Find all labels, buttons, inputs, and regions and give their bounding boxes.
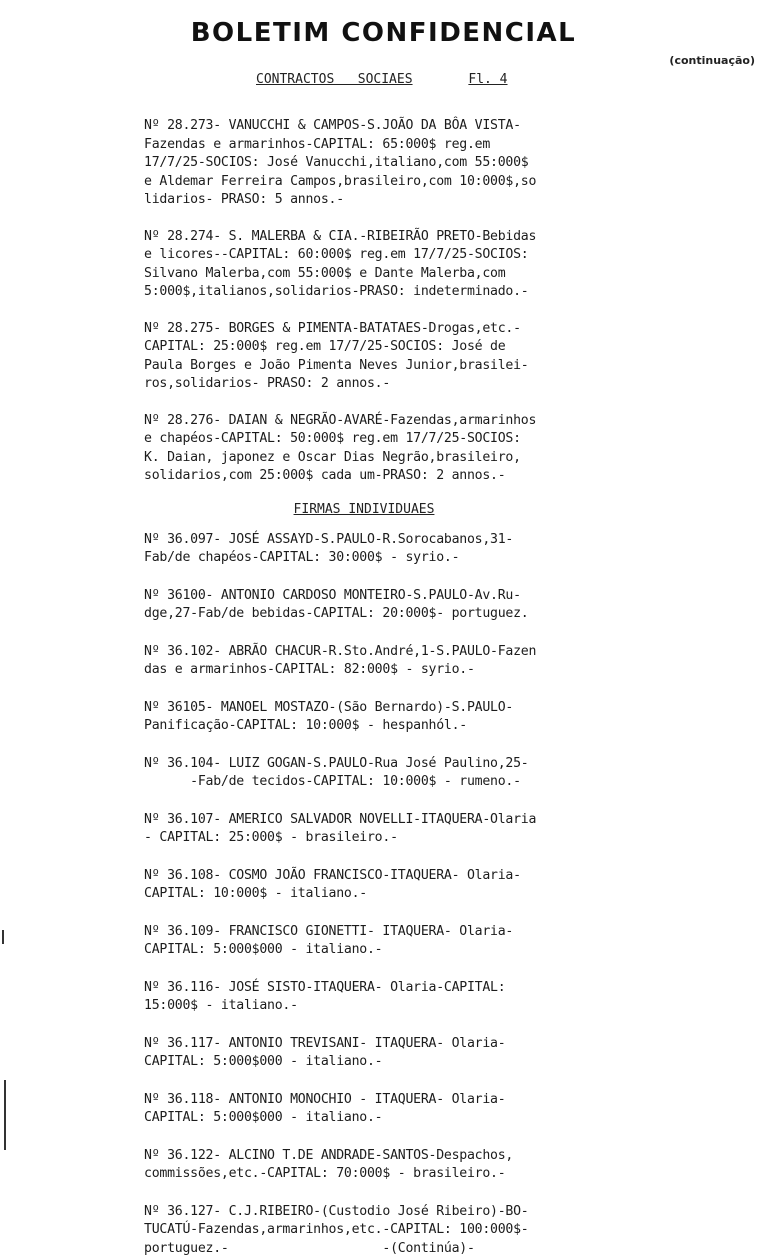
entry-line: 17/7/25-SOCIOS: José Vanucchi,italiano,com 55:000$ bbox=[144, 154, 644, 173]
entry-line: Nº 36.117- ANTONIO TREVISANI- ITAQUERA- Olaria- bbox=[144, 1035, 644, 1054]
entry-line: Nº 36.109- FRANCISCO GIONETTI- ITAQUERA- Olaria- bbox=[144, 923, 644, 942]
entry-line: Nº 36100- ANTONIO CARDOSO MONTEIRO-S.PAULO-Av.Ru- bbox=[144, 587, 644, 606]
entry-line: Nº 36.107- AMERICO SALVADOR NOVELLI-ITAQUERA-Olaria bbox=[144, 811, 644, 830]
entry-line: lidarios- PRASO: 5 annos.- bbox=[144, 191, 644, 210]
bulletin-title: BOLETIM CONFIDENCIAL bbox=[0, 18, 767, 48]
entry-line: Nº 36.108- COSMO JOÃO FRANCISCO-ITAQUERA- Olaria- bbox=[144, 867, 644, 886]
folio-number: Fl. 4 bbox=[468, 72, 507, 87]
firm-entry bbox=[144, 699, 644, 736]
firm-entry bbox=[144, 1203, 644, 1258]
firms-list bbox=[144, 531, 644, 1258]
firm-entry bbox=[144, 867, 644, 904]
entry-line: Panificação-CAPITAL: 10:000$ - hespanhól.- bbox=[144, 717, 644, 736]
contract-entry bbox=[144, 320, 644, 394]
firm-entry bbox=[144, 531, 644, 568]
entry-line: Nº 28.276- DAIAN & NEGRÃO-AVARÉ-Fazendas,armarinhos bbox=[144, 412, 644, 431]
firm-entry bbox=[144, 755, 644, 792]
firm-entry bbox=[144, 587, 644, 624]
entry-line: portuguez.- -(Continúa)- bbox=[144, 1240, 644, 1258]
entry-line: CAPITAL: 5:000$000 - italiano.- bbox=[144, 1053, 644, 1072]
scan-mark bbox=[2, 930, 4, 944]
entry-line: Nº 36105- MANOEL MOSTAZO-(São Bernardo)-S.PAULO- bbox=[144, 699, 644, 718]
entry-line: TUCATÚ-Fazendas,armarinhos,etc.-CAPITAL: 100:000$- bbox=[144, 1221, 644, 1240]
firm-entry bbox=[144, 1035, 644, 1072]
entry-line: Nº 28.273- VANUCCHI & CAMPOS-S.JOÃO DA BÔA VISTA- bbox=[144, 117, 644, 136]
entry-line: Nº 28.275- BORGES & PIMENTA-BATATAES-Drogas,etc.- bbox=[144, 320, 644, 339]
entry-line: das e armarinhos-CAPITAL: 82:000$ - syrio.- bbox=[144, 661, 644, 680]
contracts-list bbox=[144, 117, 644, 486]
entry-line: K. Daian, japonez e Oscar Dias Negrão,brasileiro, bbox=[144, 449, 644, 468]
firm-entry bbox=[144, 1147, 644, 1184]
entry-line: solidarios,com 25:000$ cada um-PRASO: 2 annos.- bbox=[144, 467, 644, 486]
entry-line: ros,solidarios- PRASO: 2 annos.- bbox=[144, 375, 644, 394]
section-title: CONTRACTOS SOCIAES bbox=[256, 72, 413, 87]
entry-line: 15:000$ - italiano.- bbox=[144, 997, 644, 1016]
entry-line: CAPITAL: 5:000$000 - italiano.- bbox=[144, 1109, 644, 1128]
entry-line: Nº 36.122- ALCINO T.DE ANDRADE-SANTOS-Despachos, bbox=[144, 1147, 644, 1166]
contract-entry bbox=[144, 412, 644, 486]
firm-entry bbox=[144, 979, 644, 1016]
entry-line: e licores--CAPITAL: 60:000$ reg.em 17/7/25-SOCIOS: bbox=[144, 246, 644, 265]
entry-line: CAPITAL: 25:000$ reg.em 17/7/25-SOCIOS: José de bbox=[144, 338, 644, 357]
entry-line: CAPITAL: 10:000$ - italiano.- bbox=[144, 885, 644, 904]
entry-line: Fab/de chapéos-CAPITAL: 30:000$ - syrio.- bbox=[144, 549, 644, 568]
entry-line: Nº 36.102- ABRÃO CHACUR-R.Sto.André,1-S.PAULO-Fazen bbox=[144, 643, 644, 662]
entry-line: Nº 36.097- JOSÉ ASSAYD-S.PAULO-R.Sorocabanos,31- bbox=[144, 531, 644, 550]
scan-mark bbox=[4, 1080, 6, 1150]
entry-line: Nº 36.118- ANTONIO MONOCHIO - ITAQUERA- Olaria- bbox=[144, 1091, 644, 1110]
firm-entry bbox=[144, 811, 644, 848]
firm-entry bbox=[144, 923, 644, 960]
entry-line: Nº 36.104- LUIZ GOGAN-S.PAULO-Rua José Paulino,25- bbox=[144, 755, 644, 774]
section-header bbox=[256, 72, 508, 87]
entry-line: Fazendas e armarinhos-CAPITAL: 65:000$ reg.em bbox=[144, 136, 644, 155]
entry-line: Silvano Malerba,com 55:000$ e Dante Malerba,com bbox=[144, 265, 644, 284]
entry-line: - CAPITAL: 25:000$ - brasileiro.- bbox=[144, 829, 644, 848]
entry-line: commissões,etc.-CAPITAL: 70:000$ - brasileiro.- bbox=[144, 1165, 644, 1184]
entry-line: Nº 36.127- C.J.RIBEIRO-(Custodio José Ribeiro)-BO- bbox=[144, 1203, 644, 1222]
firms-heading: FIRMAS INDIVIDUAES bbox=[164, 502, 564, 517]
entry-line: CAPITAL: 5:000$000 - italiano.- bbox=[144, 941, 644, 960]
continuation-note: (continuação) bbox=[669, 54, 755, 67]
entry-line: Paula Borges e João Pimenta Neves Junior,brasilei- bbox=[144, 357, 644, 376]
firm-entry bbox=[144, 1091, 644, 1128]
entry-line: -Fab/de tecidos-CAPITAL: 10:000$ - rumeno.- bbox=[144, 773, 644, 792]
contract-entry bbox=[144, 117, 644, 210]
firm-entry bbox=[144, 643, 644, 680]
entries-column bbox=[144, 117, 644, 1258]
entry-line: 5:000$,italianos,solidarios-PRASO: indeterminado.- bbox=[144, 283, 644, 302]
entry-line: e chapéos-CAPITAL: 50:000$ reg.em 17/7/25-SOCIOS: bbox=[144, 430, 644, 449]
contract-entry bbox=[144, 228, 644, 302]
entry-line: e Aldemar Ferreira Campos,brasileiro,com 10:000$,so bbox=[144, 173, 644, 192]
entry-line: Nº 28.274- S. MALERBA & CIA.-RIBEIRÃO PRETO-Bebidas bbox=[144, 228, 644, 247]
entry-line: Nº 36.116- JOSÉ SISTO-ITAQUERA- Olaria-CAPITAL: bbox=[144, 979, 644, 998]
entry-line: dge,27-Fab/de bebidas-CAPITAL: 20:000$- portuguez. bbox=[144, 605, 644, 624]
